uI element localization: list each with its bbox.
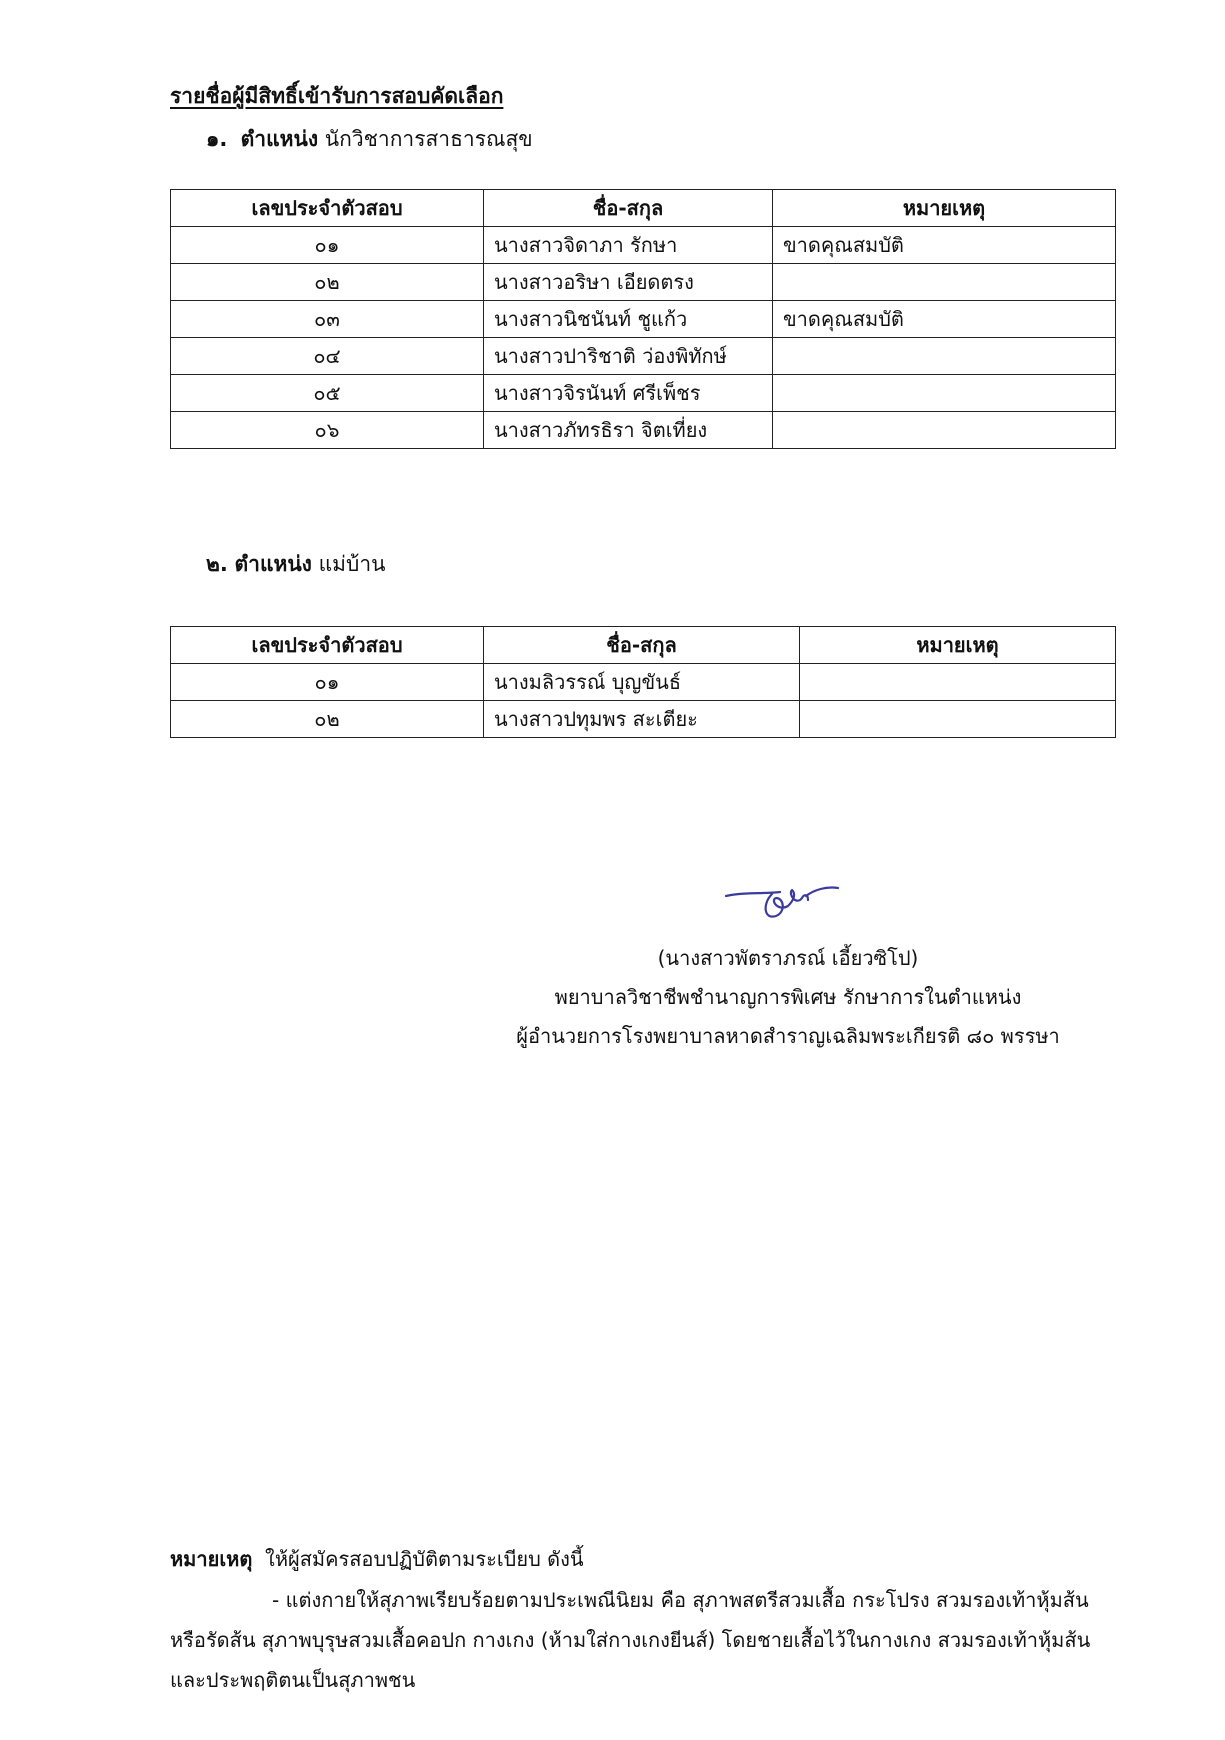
section-1-number: ๑.: [206, 127, 228, 151]
note-cell: ขาดคุณสมบัติ: [773, 227, 1116, 264]
page-heading: รายชื่อผู้มีสิทธิ์เข้ารับการสอบคัดเลือก: [170, 84, 504, 108]
column-header-exam-id: เลขประจำตัวสอบ: [171, 190, 484, 227]
exam-id-cell: ๐๔: [171, 338, 484, 375]
note-cell: [773, 338, 1116, 375]
section-2-title: [206, 548, 385, 581]
section-2-number: ๒.: [206, 552, 228, 576]
note-cell: [800, 701, 1116, 738]
table-header-row: [171, 627, 1116, 664]
section-1-title: [206, 123, 533, 156]
candidates-table-2: [170, 626, 1116, 738]
note-cell: [773, 412, 1116, 449]
section-2-position: แม่บ้าน: [318, 552, 386, 576]
exam-id-cell: ๐๕: [171, 375, 484, 412]
column-header-exam-id: เลขประจำตัวสอบ: [171, 627, 484, 664]
exam-id-cell: ๐๑: [171, 664, 484, 701]
name-cell: นางสาวจิดาภา รักษา: [484, 227, 773, 264]
exam-id-cell: ๐๒: [171, 701, 484, 738]
signatory-title-2: ผู้อำนวยการโรงพยาบาลหาดสำราญเฉลิมพระเกียรติ ๘๐ พรรษา: [516, 1024, 1060, 1048]
exam-id-cell: ๐๖: [171, 412, 484, 449]
table-row: [171, 375, 1116, 412]
signatory-name: (นางสาวพัตราภรณ์ เอี้ยวซิโป): [657, 946, 919, 970]
signatory-title-1: พยาบาลวิชาชีพชำนาญการพิเศษ รักษาการในตำแหน่ง: [554, 985, 1022, 1009]
name-cell: นางสาวนิชนันท์ ชูแก้ว: [484, 301, 773, 338]
table-row: [171, 264, 1116, 301]
name-cell: นางสาวจิรนันท์ ศรีเพ็ชร: [484, 375, 773, 412]
note-line-2: หรือรัดส้น สุภาพบุรุษสวมเสื้อคอปก กางเกง (ห้ามใส่กางเกงยีนส์) โดยชายเสื้อไว้ในกางเกง สวมรองเท้าหุ้มส้น: [170, 1628, 1091, 1652]
column-header-name: ชื่อ-สกุล: [484, 627, 800, 664]
table-row: [171, 664, 1116, 701]
note-line-3: และประพฤติตนเป็นสุภาพชน: [170, 1668, 416, 1692]
note-cell: [773, 264, 1116, 301]
table-row: [171, 227, 1116, 264]
note-cell: [773, 375, 1116, 412]
column-header-note: หมายเหตุ: [773, 190, 1116, 227]
table-row: [171, 701, 1116, 738]
exam-id-cell: ๐๒: [171, 264, 484, 301]
column-header-name: ชื่อ-สกุล: [484, 190, 773, 227]
note-label: หมายเหตุ: [170, 1547, 253, 1571]
name-cell: นางสาวปาริชาติ ว่องพิทักษ์: [484, 338, 773, 375]
note-cell: [800, 664, 1116, 701]
note-heading: [170, 1543, 584, 1575]
name-cell: นางสาวอริษา เอียดตรง: [484, 264, 773, 301]
name-cell: นางสาวปทุมพร สะเตียะ: [484, 701, 800, 738]
candidates-table-1: [170, 189, 1116, 449]
table-row: [171, 412, 1116, 449]
table-header-row: [171, 190, 1116, 227]
exam-id-cell: ๐๓: [171, 301, 484, 338]
section-1-label: ตำแหน่ง: [240, 127, 319, 151]
section-1-position: นักวิชาการสาธารณสุข: [324, 127, 533, 151]
name-cell: นางสาวภัทรธิรา จิตเที่ยง: [484, 412, 773, 449]
signature-image: [722, 876, 842, 934]
table-row: [171, 338, 1116, 375]
note-intro: ให้ผู้สมัครสอบปฏิบัติตามระเบียบ ดังนี้: [265, 1547, 584, 1571]
note-line-1: - แต่งกายให้สุภาพเรียบร้อยตามประเพณีนิยม คือ สุภาพสตรีสวมเสื้อ กระโปรง สวมรองเท้าหุ้มส้น: [272, 1588, 1089, 1612]
table-row: [171, 301, 1116, 338]
section-2-label: ตำแหน่ง: [234, 552, 312, 576]
exam-id-cell: ๐๑: [171, 227, 484, 264]
note-cell: ขาดคุณสมบัติ: [773, 301, 1116, 338]
column-header-note: หมายเหตุ: [800, 627, 1116, 664]
name-cell: นางมลิวรรณ์ บุญขันธ์: [484, 664, 800, 701]
